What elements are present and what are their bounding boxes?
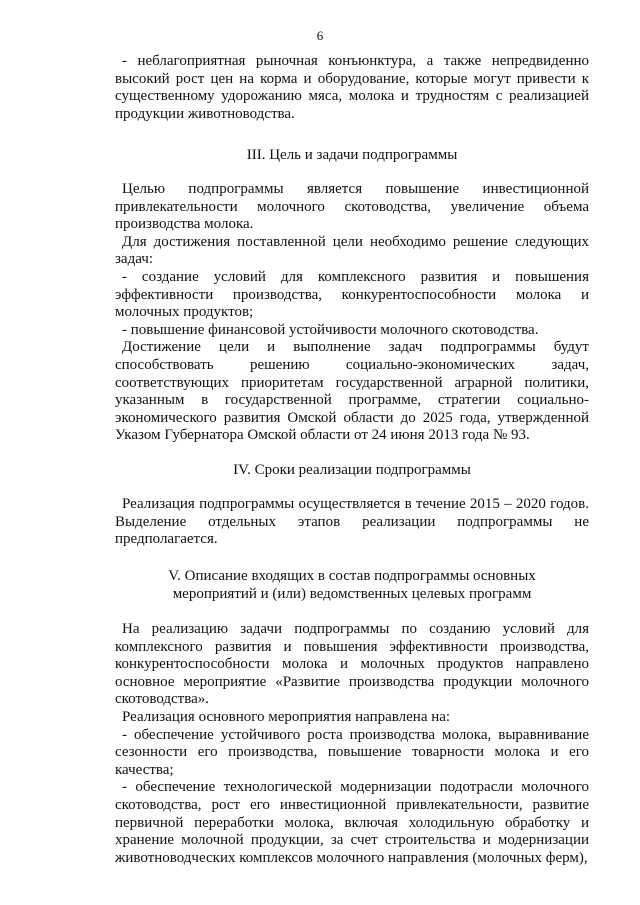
paragraph: Достижение цели и выполнение задач подпрограммы будут способствовать решению социально-экономических задач, соответствующих приоритетам государственной аграрной политики, указанным в государственной программе, стратегии социально-экономического развития Омской области до 2025 года, утвержденной Указом Губернатора Омской области от 24 июня 2013 года № 93. [115, 339, 589, 444]
paragraph: - обеспечение устойчивого роста производства молока, выравнивание сезонности его производства, повышение товарности молока и его качества; [115, 726, 589, 778]
paragraph: Целью подпрограммы является повышение инвестиционной привлекательности молочного скотоводства, увеличение объема производства молока. [115, 181, 589, 233]
section-heading-line-2: мероприятий и (или) ведомственных целевых программ [172, 585, 532, 602]
section-5-heading-block [115, 568, 589, 603]
paragraph: На реализацию задачи подпрограммы по созданию условий для комплексного развития и повышения эффективности производства, конкурентоспособности молока и молочных продуктов направлено основное мероприятие «Развитие производства продукции молочного скотоводства». [115, 621, 589, 708]
paragraph: Для достижения поставленной цели необходимо решение следующих задач: [115, 233, 589, 268]
section-4-heading-block [115, 462, 589, 480]
paragraph: - повышение финансовой устойчивости молочного скотоводства. [122, 321, 539, 338]
paragraph: - создание условий для комплексного развития и повышения эффективности производства, конкурентоспособности молока и молочных продуктов; [115, 268, 589, 321]
page-number: 6 [316, 28, 324, 43]
paragraph: Реализация основного мероприятия направлена на: [122, 708, 451, 725]
paragraph: - неблагоприятная рыночная конъюнктура, а также непредвиденно высокий рост цен на корма и оборудование, которые могут привести к существенному удорожанию мяса, молока и трудностям с реализацией продукции животноводства. [115, 53, 589, 122]
section-4-body [115, 496, 589, 549]
paragraph: Реализация подпрограммы осуществляется в течение 2015 – 2020 годов. Выделение отдельных этапов реализации подпрограммы не предполагается. [115, 496, 589, 548]
section-5-body [115, 621, 589, 867]
intro-section [115, 53, 589, 123]
section-heading: III. Цель и задачи подпрограммы [246, 147, 458, 163]
section-3-heading-block [115, 147, 589, 165]
section-heading: IV. Сроки реализации подпрограммы [233, 462, 471, 478]
section-heading-line-1: V. Описание входящих в состав подпрограммы основных [168, 568, 536, 584]
paragraph: - обеспечение технологической модернизации подотрасли молочного скотоводства, рост его инвестиционной привлекательности, развитие первичной переработки молока, включая холодильную обработку и хранение молочной продукции, за счет строительства и модернизации животноводческих комплексов молочного направления (молочных ферм), [115, 779, 589, 866]
section-3-body [115, 181, 589, 445]
